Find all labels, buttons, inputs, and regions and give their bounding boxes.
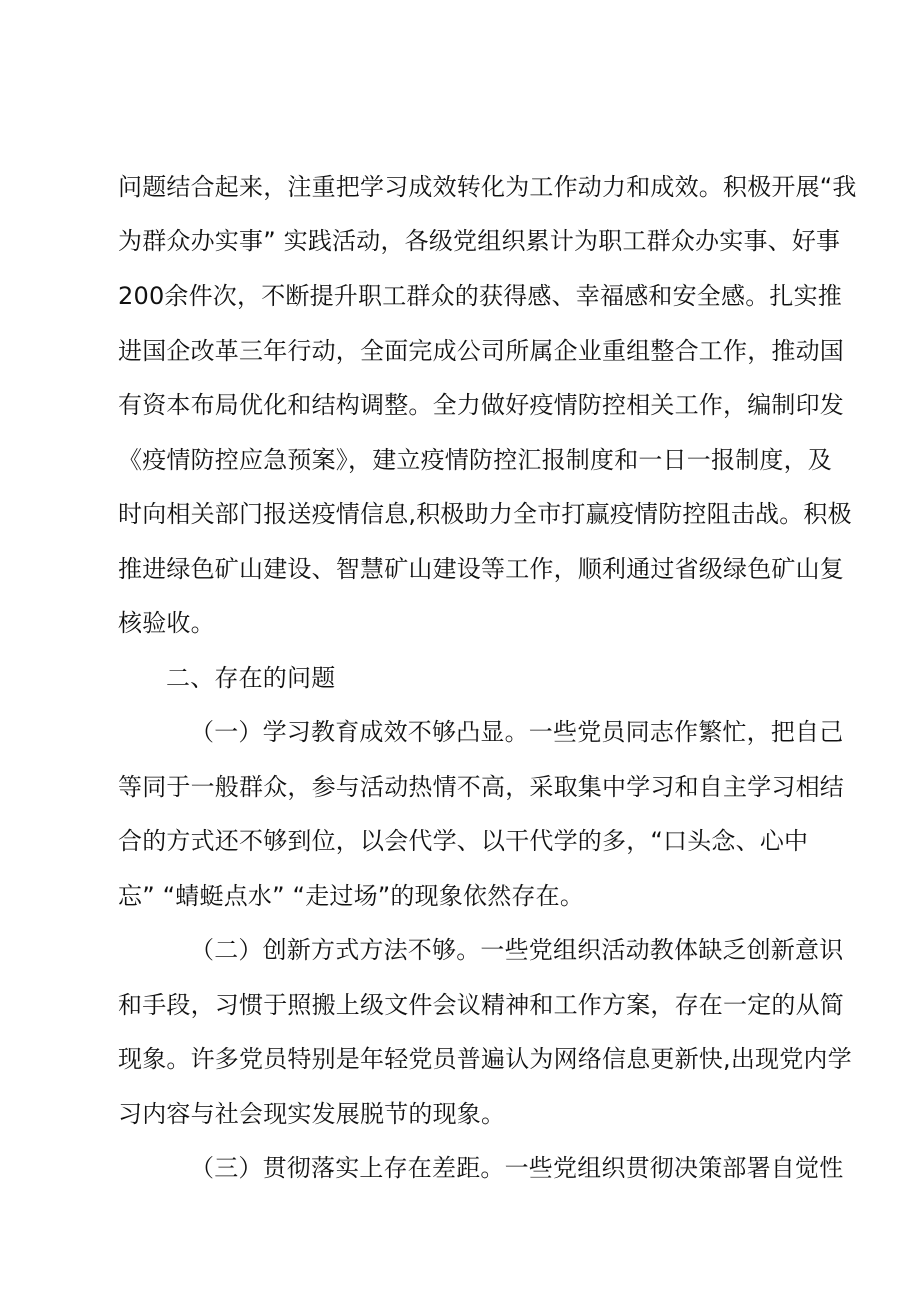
paragraph-line: 有资本布局优化和结构调整。全力做好疫情防控相关工作，编制印发 [118,391,844,419]
paragraph-line: 问题结合起来，注重把学习成效转化为工作动力和成效。积极开展“我 [118,173,857,201]
paragraph-line: （一）学习教育成效不够凸显。一些党员同志作繁忙，把自己 [190,718,844,746]
paragraph-line: 核验收。 [118,609,215,637]
paragraph-line: （三）贯彻落实上存在差距。一些党组织贯彻决策部署自觉性 [190,1154,844,1182]
paragraph-line: 进国企改革三年行动，全面完成公司所属企业重组整合工作，推动国 [118,337,844,365]
paragraph-line: 习内容与社会现实发展脱节的现象。 [118,1100,506,1128]
paragraph-line: 为群众办实事” 实践活动，各级党组织累计为职工群众办实事、好事 [118,227,841,255]
paragraph-line: （二）创新方式方法不够。一些党组织活动教体缺乏创新意识 [190,936,844,964]
paragraph-line: 推进绿色矿山建设、智慧矿山建设等工作，顺利通过省级绿色矿山复 [118,555,844,583]
section-heading: 二、存在的问题 [166,664,336,692]
paragraph-line: 《疫情防控应急预案》，建立疫情防控汇报制度和一日一报制度，及 [118,446,832,474]
paragraph-line: 时向相关部门报送疫情信息,积极助力全市打赢疫情防控阻击战。积极 [118,500,852,528]
paragraph-line: 现象。许多党员特别是年轻党员普遍认为网络信息更新快,出现党内学 [118,1045,852,1073]
paragraph-line: 200余件次，不断提升职工群众的获得感、幸福感和安全感。扎实推 [118,282,843,310]
paragraph-line: 等同于一般群众，参与活动热情不高，采取集中学习和自主学习相结 [118,773,844,801]
paragraph-line: 忘” “蜻蜓点水” “走过场”的现象依然存在。 [118,882,585,910]
paragraph-line: 和手段，习惯于照搬上级文件会议精神和工作方案，存在一定的从简 [118,991,844,1019]
paragraph-line: 合的方式还不够到位，以会代学、以干代学的多，“口头念、心中 [118,827,809,855]
